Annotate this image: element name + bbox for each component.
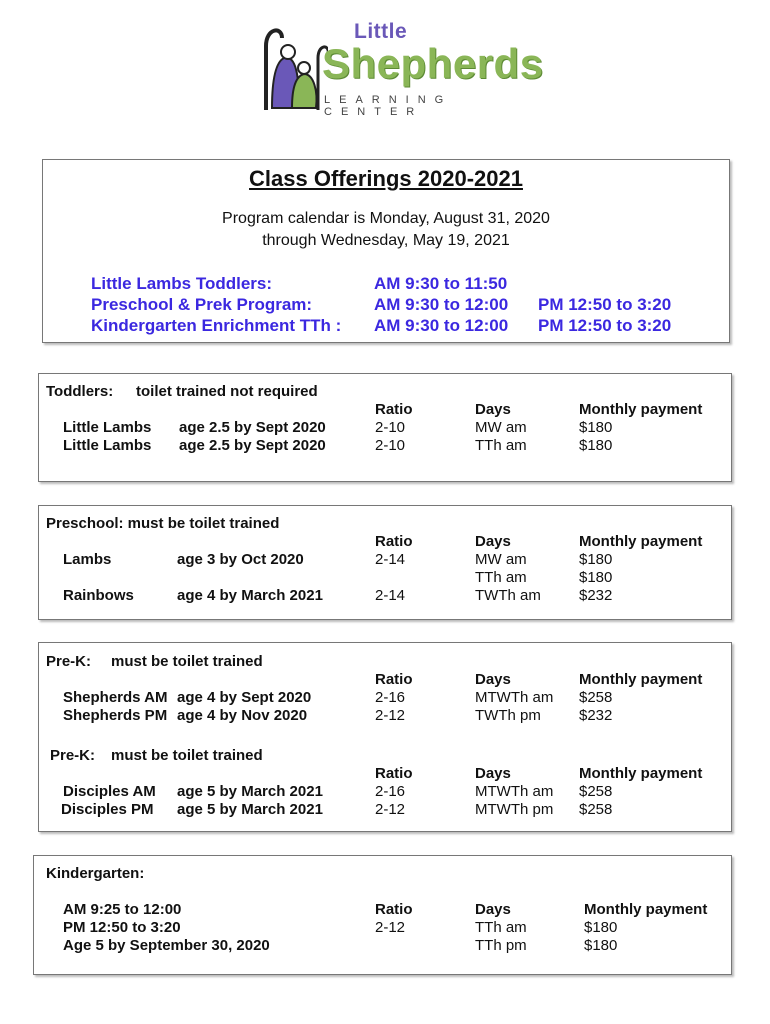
payment-header: Monthly payment (584, 901, 708, 918)
class-name: Shepherds PM (63, 707, 168, 724)
section-note: toilet trained not required (136, 383, 318, 400)
schedule-program: Little Lambs Toddlers: (91, 274, 273, 293)
ratio-header: Ratio (375, 533, 413, 550)
kindergarten-line: AM 9:25 to 12:00 (63, 901, 182, 918)
class-ratio: 2-12 (375, 707, 406, 724)
class-age: age 4 by Sept 2020 (177, 689, 312, 706)
class-days: TWTh am (475, 587, 541, 604)
class-ratio: 2-10 (375, 419, 406, 436)
section-heading: Kindergarten: (46, 865, 145, 882)
class-days: MTWTh pm (475, 801, 554, 818)
section-note: must be toilet trained (111, 653, 263, 670)
section-heading: Pre-K: (50, 747, 96, 764)
class-name: Disciples PM (61, 801, 154, 818)
section-note: must be toilet trained (111, 747, 263, 764)
class-offerings-box (42, 159, 730, 343)
preschool-box (38, 505, 732, 620)
calendar-line-2: through Wednesday, May 19, 2021 (262, 232, 510, 249)
schedule-am: AM 9:30 to 12:00 (374, 316, 509, 335)
logo (258, 18, 544, 118)
section-heading: Preschool: must be toilet trained (46, 515, 280, 532)
class-name: Little Lambs (63, 419, 152, 436)
class-payment: $180 (579, 551, 613, 568)
class-age: age 2.5 by Sept 2020 (179, 437, 326, 454)
class-days: MW am (475, 419, 527, 436)
class-ratio: 2-10 (375, 437, 406, 454)
class-days: TTh am (475, 437, 527, 454)
class-name: Disciples AM (63, 783, 156, 800)
kindergarten-line: Age 5 by September 30, 2020 (63, 937, 270, 954)
class-days: TTh pm (475, 937, 527, 954)
class-payment: $180 (579, 437, 613, 454)
kindergarten-line: PM 12:50 to 3:20 (63, 919, 181, 936)
schedule-pm: PM 12:50 to 3:20 (538, 295, 672, 314)
ratio-header: Ratio (375, 401, 413, 418)
class-age: age 2.5 by Sept 2020 (179, 419, 326, 436)
schedule-program: Preschool & Prek Program: (91, 295, 313, 314)
class-payment: $180 (579, 419, 613, 436)
class-age: age 4 by March 2021 (177, 587, 323, 604)
class-name: Lambs (63, 551, 112, 568)
class-payment: $180 (579, 569, 613, 586)
days-header: Days (475, 901, 511, 918)
section-heading: Toddlers: (46, 383, 114, 400)
ratio-header: Ratio (375, 765, 413, 782)
class-days: MTWTh am (475, 689, 554, 706)
class-name: Little Lambs (63, 437, 152, 454)
page-title: Class Offerings 2020-2021 (249, 166, 523, 191)
logo-little: Little (354, 20, 408, 43)
logo-shepherds: Shepherds (322, 40, 544, 87)
kindergarten-box (33, 855, 732, 975)
days-header: Days (475, 401, 511, 418)
class-ratio: 2-16 (375, 689, 406, 706)
class-payment: $258 (579, 689, 613, 706)
class-payment: $180 (584, 937, 618, 954)
ratio-header: Ratio (375, 901, 413, 918)
class-ratio: 2-12 (375, 801, 406, 818)
class-payment: $258 (579, 801, 613, 818)
class-age: age 3 by Oct 2020 (177, 551, 304, 568)
class-days: MW am (475, 551, 527, 568)
class-days: TWTh pm (475, 707, 541, 724)
schedule-program: Kindergarten Enrichment TTh : (91, 316, 342, 335)
payment-header: Monthly payment (579, 765, 703, 782)
payment-header: Monthly payment (579, 401, 703, 418)
class-payment: $180 (584, 919, 618, 936)
calendar-line-1: Program calendar is Monday, August 31, 2020 (222, 210, 550, 227)
payment-header: Monthly payment (579, 533, 703, 550)
prek-box (38, 642, 732, 832)
class-name: Shepherds AM (63, 689, 168, 706)
ratio-header: Ratio (375, 671, 413, 688)
class-age: age 4 by Nov 2020 (177, 707, 308, 724)
class-age: age 5 by March 2021 (177, 783, 323, 800)
class-age: age 5 by March 2021 (177, 801, 323, 818)
class-days: MTWTh am (475, 783, 554, 800)
days-header: Days (475, 533, 511, 550)
class-payment: $258 (579, 783, 613, 800)
class-name: Rainbows (63, 587, 134, 604)
class-ratio: 2-12 (375, 919, 406, 936)
schedule-am: AM 9:30 to 11:50 (374, 274, 508, 293)
schedule-pm: PM 12:50 to 3:20 (538, 316, 672, 335)
payment-header: Monthly payment (579, 671, 703, 688)
shepherd-crook-logo-icon (258, 18, 328, 116)
toddlers-box (38, 373, 732, 482)
days-header: Days (475, 765, 511, 782)
class-ratio: 2-14 (375, 551, 406, 568)
class-days: TTh am (475, 569, 527, 586)
schedule-am: AM 9:30 to 12:00 (374, 295, 509, 314)
class-days: TTh am (475, 919, 527, 936)
class-payment: $232 (579, 587, 613, 604)
class-payment: $232 (579, 707, 613, 724)
class-ratio: 2-16 (375, 783, 406, 800)
days-header: Days (475, 671, 511, 688)
logo-tagline: LEARNING CENTER (324, 94, 453, 118)
section-heading: Pre-K: (46, 653, 92, 670)
class-ratio: 2-14 (375, 587, 406, 604)
